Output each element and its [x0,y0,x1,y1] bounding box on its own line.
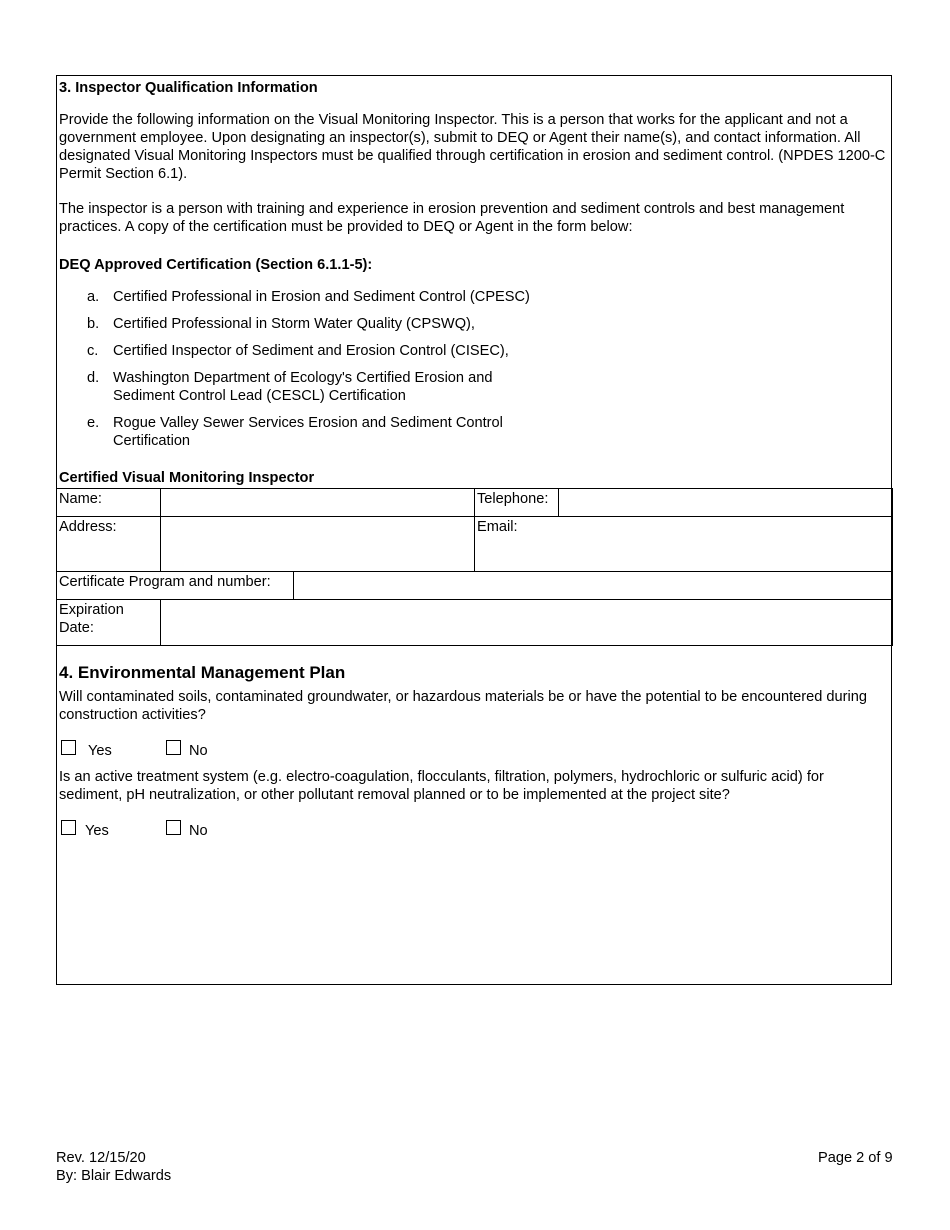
q2-no-label: No [189,823,208,839]
footer-revision: Rev. 12/15/20 [56,1150,146,1166]
name-label: Name: [56,488,161,517]
section4-heading: 4. Environmental Management Plan [59,663,346,682]
expiration-input[interactable] [160,599,893,646]
email-label: Email: [477,519,518,535]
certificate-input[interactable] [293,571,893,600]
cert-text: Rogue Valley Sewer Services Erosion and Sediment Control Certification [113,415,503,449]
address-label: Address: [56,516,161,572]
cert-letter: c. [87,343,99,359]
cert-text: Certified Inspector of Sediment and Erosion Control (CISEC), [113,343,509,359]
footer-page-number: Page 2 of 9 [818,1150,893,1166]
telephone-label: Telephone: [474,488,559,517]
cert-letter: e. [87,415,100,431]
cert-text: Certified Professional in Erosion and Sediment Control (CPESC) [113,289,530,305]
question-active-treatment: Is an active treatment system (e.g. electro-coagulation, flocculants, filtration, polymers, hydrochloric or sulfuric acid) for sediment, pH neutralization, or other pollutant removal planned or to be implemented at the project site? [59,769,824,803]
email-field[interactable] [474,516,893,572]
q1-yes-checkbox[interactable] [61,740,76,755]
question-contaminated-soils: Will contaminated soils, contaminated groundwater, or hazardous materials be or have the potential to be encountered during construction activities? [59,689,868,723]
cert-letter: d. [87,370,100,386]
telephone-input[interactable] [558,488,893,517]
certification-heading: DEQ Approved Certification (Section 6.1.1-5): [59,257,373,273]
q1-no-label: No [189,743,208,759]
footer-author: By: Blair Edwards [56,1168,172,1184]
section3-heading: 3. Inspector Qualification Information [59,80,318,96]
section3-inspector-paragraph: The inspector is a person with training and experience in erosion prevention and sediment controls and best management practices. A copy of the certification must be provided to DEQ or Agent in the form below: [59,201,845,235]
inspector-heading: Certified Visual Monitoring Inspector [59,470,315,486]
certificate-label: Certificate Program and number: [56,571,294,600]
q1-no-checkbox[interactable] [166,740,181,755]
q2-no-checkbox[interactable] [166,820,181,835]
q2-yes-label: Yes [85,823,109,839]
cert-letter: b. [87,316,100,332]
cert-letter: a. [87,289,100,305]
cert-text: Certified Professional in Storm Water Quality (CPSWQ), [113,316,475,332]
q1-yes-label: Yes [88,743,112,759]
name-input[interactable] [160,488,475,517]
address-input[interactable] [160,516,475,572]
form-frame [56,75,892,985]
cert-text: Washington Department of Ecology's Certified Erosion and Sediment Control Lead (CESCL) Certification [113,370,493,404]
section3-intro-paragraph: Provide the following information on the Visual Monitoring Inspector. This is a person that works for the applicant and not a government employee. Upon designating an inspector(s), submit to DEQ or Agent their name(s), and contact information. All designated Visual Monitoring Inspectors must be qualified through certification in erosion and sediment control. (NPDES 1200-C Permit Section 6.1). [59,112,886,182]
q2-yes-checkbox[interactable] [61,820,76,835]
expiration-label: Expiration Date: [56,599,161,646]
